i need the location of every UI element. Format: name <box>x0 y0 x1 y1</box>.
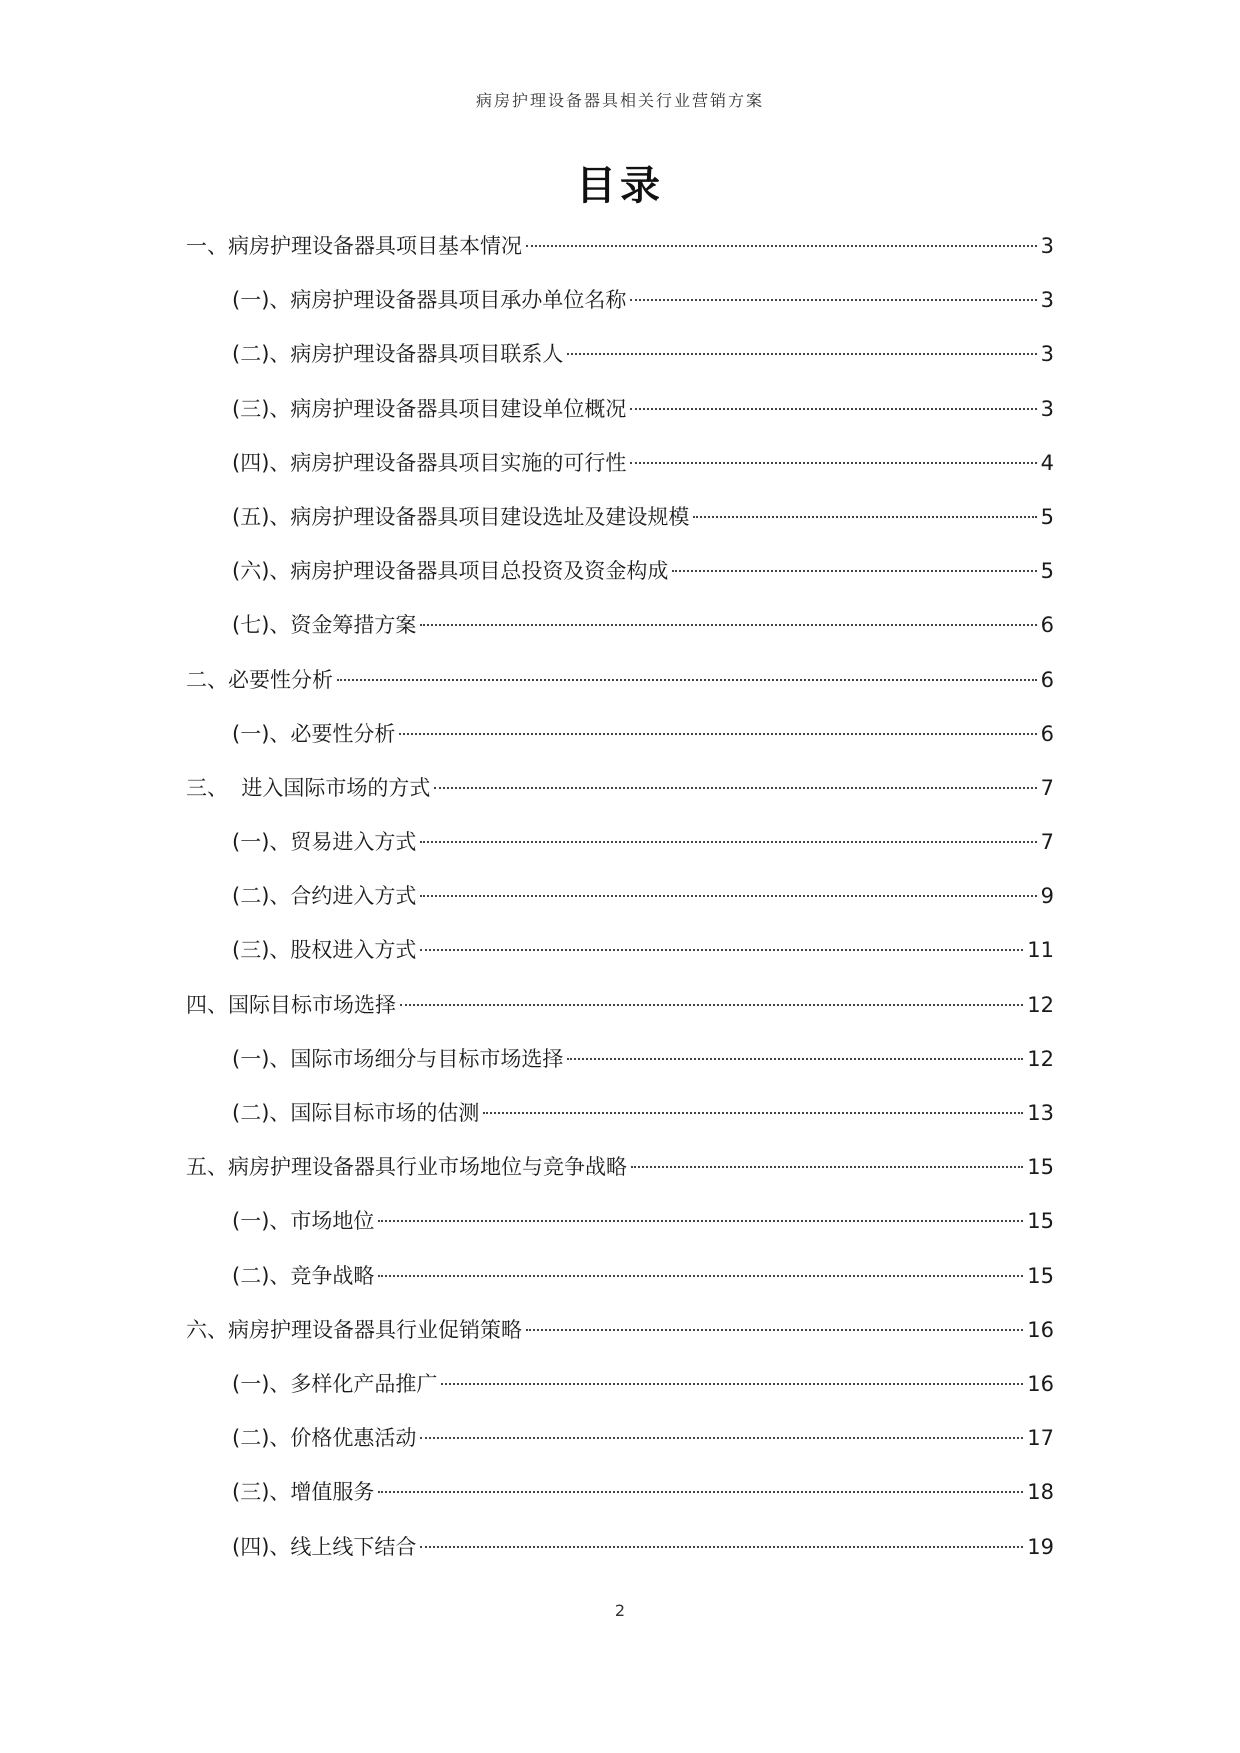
toc-dot-leader <box>526 1329 1023 1331</box>
toc-entry-label: 四、国际目标市场选择 <box>186 992 396 1017</box>
toc-dot-leader <box>378 1220 1023 1222</box>
toc-dot-leader <box>378 1491 1023 1493</box>
toc-entry-page: 3 <box>1040 234 1054 258</box>
toc-entry-page: 6 <box>1040 613 1054 638</box>
toc-entry-page: 11 <box>1027 938 1054 963</box>
toc-entry-label: (六)、病房护理设备器具项目总投资及资金构成 <box>232 559 669 584</box>
toc-entry-label: (一)、贸易进入方式 <box>232 830 417 855</box>
toc-entry-page: 19 <box>1027 1534 1054 1559</box>
toc-entry-page: 15 <box>1027 1263 1054 1288</box>
toc-dot-leader <box>567 353 1036 355</box>
toc-entry-label: (一)、多样化产品推广 <box>232 1371 438 1396</box>
toc-entry[interactable] <box>186 1147 1054 1201</box>
toc-entry[interactable] <box>186 226 1054 280</box>
toc-entry-page: 13 <box>1027 1101 1054 1125</box>
toc-entry-label: (二)、价格优惠活动 <box>232 1426 417 1451</box>
toc-dot-leader <box>420 1437 1023 1439</box>
toc-entry[interactable] <box>186 822 1054 876</box>
toc-entry-label: (四)、线上线下结合 <box>232 1534 417 1559</box>
toc-dot-leader <box>630 299 1036 301</box>
toc-title: 目录 <box>576 163 664 209</box>
toc-dot-leader <box>420 841 1036 843</box>
toc-dot-leader <box>337 679 1037 681</box>
toc-dot-leader <box>420 624 1036 626</box>
toc-entry-page: 9 <box>1040 884 1054 909</box>
toc-entry[interactable] <box>186 714 1054 768</box>
toc-entry-label: 五、病房护理设备器具行业市场地位与竞争战略 <box>186 1155 627 1180</box>
toc-entry-page: 3 <box>1040 342 1054 367</box>
toc-entry[interactable] <box>186 605 1054 659</box>
toc-entry-label: (五)、病房护理设备器具项目建设选址及建设规模 <box>232 504 690 529</box>
toc-entry-page: 15 <box>1027 1155 1054 1180</box>
table-of-contents <box>186 226 1054 1581</box>
toc-dot-leader <box>567 1058 1023 1060</box>
toc-dot-leader <box>672 570 1036 572</box>
toc-entry-label: (一)、病房护理设备器具项目承办单位名称 <box>232 288 627 313</box>
toc-dot-leader <box>399 733 1036 735</box>
toc-entry[interactable] <box>186 551 1054 605</box>
toc-entry-page: 4 <box>1040 450 1054 475</box>
toc-entry[interactable] <box>186 660 1054 714</box>
toc-entry-page: 7 <box>1040 830 1054 855</box>
toc-dot-leader <box>441 1383 1023 1385</box>
toc-entry[interactable] <box>186 930 1054 984</box>
toc-entry-label: (四)、病房护理设备器具项目实施的可行性 <box>232 450 627 475</box>
toc-entry-label: (一)、国际市场细分与目标市场选择 <box>232 1046 564 1071</box>
toc-entry[interactable] <box>186 768 1054 822</box>
toc-entry[interactable] <box>186 1039 1054 1093</box>
toc-entry-label: (三)、股权进入方式 <box>232 938 417 963</box>
toc-entry[interactable] <box>186 1093 1054 1147</box>
toc-entry-page: 16 <box>1027 1371 1054 1396</box>
toc-entry-page: 7 <box>1040 775 1054 800</box>
toc-dot-leader <box>400 1004 1023 1006</box>
toc-entry-page: 5 <box>1040 504 1054 529</box>
toc-entry[interactable] <box>186 985 1054 1039</box>
toc-entry-label: (三)、病房护理设备器具项目建设单位概况 <box>232 396 627 421</box>
toc-dot-leader <box>420 949 1023 951</box>
toc-entry-label: (一)、市场地位 <box>232 1209 375 1234</box>
toc-dot-leader <box>630 462 1036 464</box>
toc-entry-page: 5 <box>1040 559 1054 584</box>
toc-entry-page: 12 <box>1027 1046 1054 1071</box>
toc-dot-leader <box>693 516 1036 518</box>
toc-entry[interactable] <box>186 1472 1054 1526</box>
toc-entry-label: 二、必要性分析 <box>186 667 333 692</box>
toc-entry[interactable] <box>186 1256 1054 1310</box>
toc-entry-page: 3 <box>1040 396 1054 421</box>
toc-entry[interactable] <box>186 497 1054 551</box>
toc-entry-label: (二)、国际目标市场的估测 <box>232 1101 480 1125</box>
toc-entry-page: 15 <box>1027 1209 1054 1234</box>
running-header: 病房护理设备器具相关行业营销方案 <box>475 91 764 110</box>
toc-entry[interactable] <box>186 1527 1054 1581</box>
toc-entry-label: 六、病房护理设备器具行业促销策略 <box>186 1317 522 1342</box>
toc-entry-label: (七)、资金筹措方案 <box>232 613 417 638</box>
toc-dot-leader <box>631 1166 1023 1168</box>
toc-dot-leader <box>378 1275 1023 1277</box>
toc-entry-page: 3 <box>1040 288 1054 313</box>
toc-entry-page: 18 <box>1027 1480 1054 1505</box>
toc-entry[interactable] <box>186 334 1054 388</box>
toc-entry[interactable] <box>186 280 1054 334</box>
toc-entry[interactable] <box>186 876 1054 930</box>
toc-entry-page: 6 <box>1040 721 1054 746</box>
toc-dot-leader <box>420 1546 1023 1548</box>
toc-entry-label: 三、 进入国际市场的方式 <box>186 775 431 800</box>
toc-entry-label: (二)、病房护理设备器具项目联系人 <box>232 342 564 367</box>
toc-entry[interactable] <box>186 1418 1054 1472</box>
toc-entry-page: 6 <box>1040 667 1054 692</box>
page-number: 2 <box>614 1601 626 1620</box>
toc-entry-label: (二)、竞争战略 <box>232 1263 375 1288</box>
toc-entry[interactable] <box>186 1364 1054 1418</box>
toc-entry-page: 17 <box>1027 1426 1054 1451</box>
toc-dot-leader <box>434 787 1036 789</box>
toc-entry-page: 16 <box>1027 1317 1054 1342</box>
toc-entry[interactable] <box>186 443 1054 497</box>
toc-dot-leader <box>420 895 1036 897</box>
toc-entry-page: 12 <box>1027 992 1054 1017</box>
toc-entry-label: (二)、合约进入方式 <box>232 884 417 909</box>
toc-entry[interactable] <box>186 1310 1054 1364</box>
toc-entry[interactable] <box>186 389 1054 443</box>
toc-entry-label: (一)、必要性分析 <box>232 721 396 746</box>
toc-dot-leader <box>483 1112 1023 1114</box>
toc-entry-label: 一、病房护理设备器具项目基本情况 <box>186 234 522 258</box>
toc-dot-leader <box>630 408 1036 410</box>
toc-dot-leader <box>526 245 1037 247</box>
toc-entry[interactable] <box>186 1201 1054 1255</box>
toc-entry-label: (三)、增值服务 <box>232 1480 375 1505</box>
